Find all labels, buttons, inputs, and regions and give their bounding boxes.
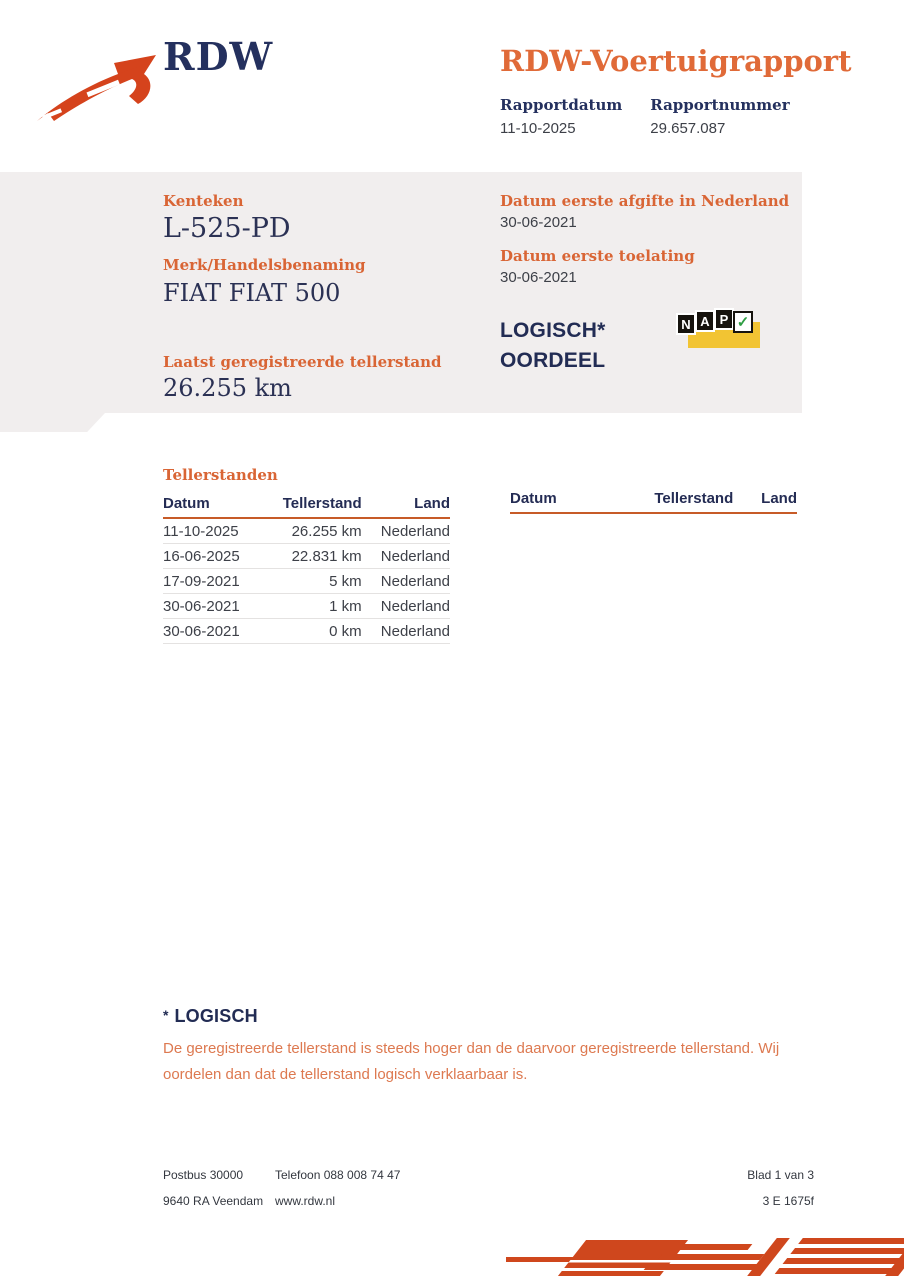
cell-reading: 5 km xyxy=(261,569,362,594)
footer-page-indicator: Blad 1 van 3 xyxy=(747,1168,814,1182)
rdw-speed-stripes-graphic xyxy=(488,1232,904,1280)
cell-country: Nederland xyxy=(362,544,450,569)
cell-country: Nederland xyxy=(362,619,450,644)
nap-letter-p: P xyxy=(714,308,734,330)
table-row xyxy=(163,569,450,594)
kenteken-value: L-525-PD xyxy=(163,213,291,244)
column-header-date: Datum xyxy=(510,490,593,513)
column-header-country: Land xyxy=(733,490,797,513)
first-admission-value: 30-06-2021 xyxy=(500,269,577,286)
nap-logo xyxy=(676,308,762,354)
report-number-value: 29.657.087 xyxy=(650,120,726,137)
cell-date: 17-09-2021 xyxy=(163,569,261,594)
cell-date: 30-06-2021 xyxy=(163,619,261,644)
report-number-label: Rapportnummer xyxy=(650,96,790,114)
verdict-line1: LOGISCH* xyxy=(500,319,606,342)
footer-row-2 xyxy=(163,1194,814,1208)
first-issue-value: 30-06-2021 xyxy=(500,214,577,231)
last-odometer-group xyxy=(163,353,442,402)
table-row xyxy=(163,544,450,569)
registration-dates-group xyxy=(500,192,789,302)
cell-reading: 26.255 km xyxy=(261,518,362,544)
first-issue-label: Datum eerste afgifte in Nederland xyxy=(500,192,790,210)
column-header-country: Land xyxy=(362,495,450,518)
footer-form-code: 3 E 1675f xyxy=(762,1194,814,1208)
rdw-feather-icon xyxy=(34,50,164,128)
nap-letter-n: N xyxy=(676,313,696,335)
verdict-text xyxy=(500,316,605,377)
page-footer xyxy=(163,1168,814,1220)
report-meta xyxy=(500,96,790,137)
report-date-value: 11-10-2025 xyxy=(500,120,576,137)
deco-block xyxy=(773,1238,904,1276)
cell-date: 30-06-2021 xyxy=(163,594,261,619)
odometer-label: Laatst geregistreerde tellerstand xyxy=(163,353,442,371)
table-row xyxy=(163,518,450,544)
verdict-line2: OORDEEL xyxy=(500,349,606,373)
report-date-label: Rapportdatum xyxy=(500,96,623,114)
summary-panel-notch xyxy=(0,413,105,432)
cell-date: 16-06-2025 xyxy=(163,544,261,569)
footer-row-1 xyxy=(163,1168,814,1182)
footnote-title: LOGISCH xyxy=(174,1006,258,1026)
nap-letter-a: A xyxy=(695,310,715,332)
footnote-body: De geregistreerde tellerstand is steeds hoger dan de daarvoor geregistreerde tellerstand. Wij oordelen dan dat de tellerstand logisch verklaarbaar is. xyxy=(163,1040,780,1084)
footnote-asterisk: * xyxy=(163,1007,169,1023)
footer-address-line2: 9640 RA Veendam xyxy=(163,1194,264,1208)
column-header-reading: Tellerstand xyxy=(593,490,733,513)
odometer-section xyxy=(163,466,797,644)
cell-reading: 1 km xyxy=(261,594,362,619)
kenteken-label: Kenteken xyxy=(163,192,244,210)
table-header-row xyxy=(163,495,450,518)
odometer-table-2 xyxy=(510,490,797,514)
cell-country: Nederland xyxy=(362,569,450,594)
vehicle-identity-group xyxy=(163,192,366,307)
cell-country: Nederland xyxy=(362,594,450,619)
report-date-group xyxy=(500,96,622,137)
table-header-row xyxy=(510,490,797,513)
nap-checkmark-icon: ✓ xyxy=(733,311,753,333)
deco-bar xyxy=(662,1244,753,1250)
footer-phone: Telefoon 088 008 74 47 xyxy=(275,1168,401,1182)
odometer-value: 26.255 km xyxy=(163,374,292,402)
rdw-logo-text: RDW xyxy=(163,34,274,79)
cell-date: 11-10-2025 xyxy=(163,518,261,544)
odometer-table-1 xyxy=(163,495,450,644)
page-title: RDW-Voertuigrapport xyxy=(500,44,852,78)
footnote-header xyxy=(163,1006,825,1027)
deco-bar xyxy=(644,1264,767,1270)
cell-reading: 22.831 km xyxy=(261,544,362,569)
cell-reading: 0 km xyxy=(261,619,362,644)
nap-tiles xyxy=(676,308,753,335)
column-header-reading: Tellerstand xyxy=(261,495,362,518)
table-row xyxy=(163,619,450,644)
merk-label: Merk/Handelsbenaming xyxy=(163,256,366,274)
footer-address-line1: Postbus 30000 xyxy=(163,1168,244,1182)
logisch-footnote xyxy=(163,1006,825,1089)
first-admission-label: Datum eerste toelating xyxy=(500,247,695,265)
cell-country: Nederland xyxy=(362,518,450,544)
footer-website: www.rdw.nl xyxy=(275,1194,336,1208)
odometer-section-title: Tellerstanden xyxy=(163,466,278,484)
deco-bar xyxy=(658,1254,765,1260)
merk-value: FIAT FIAT 500 xyxy=(163,279,341,307)
table-row xyxy=(163,594,450,619)
column-header-date: Datum xyxy=(163,495,261,518)
report-number-group xyxy=(650,96,789,137)
